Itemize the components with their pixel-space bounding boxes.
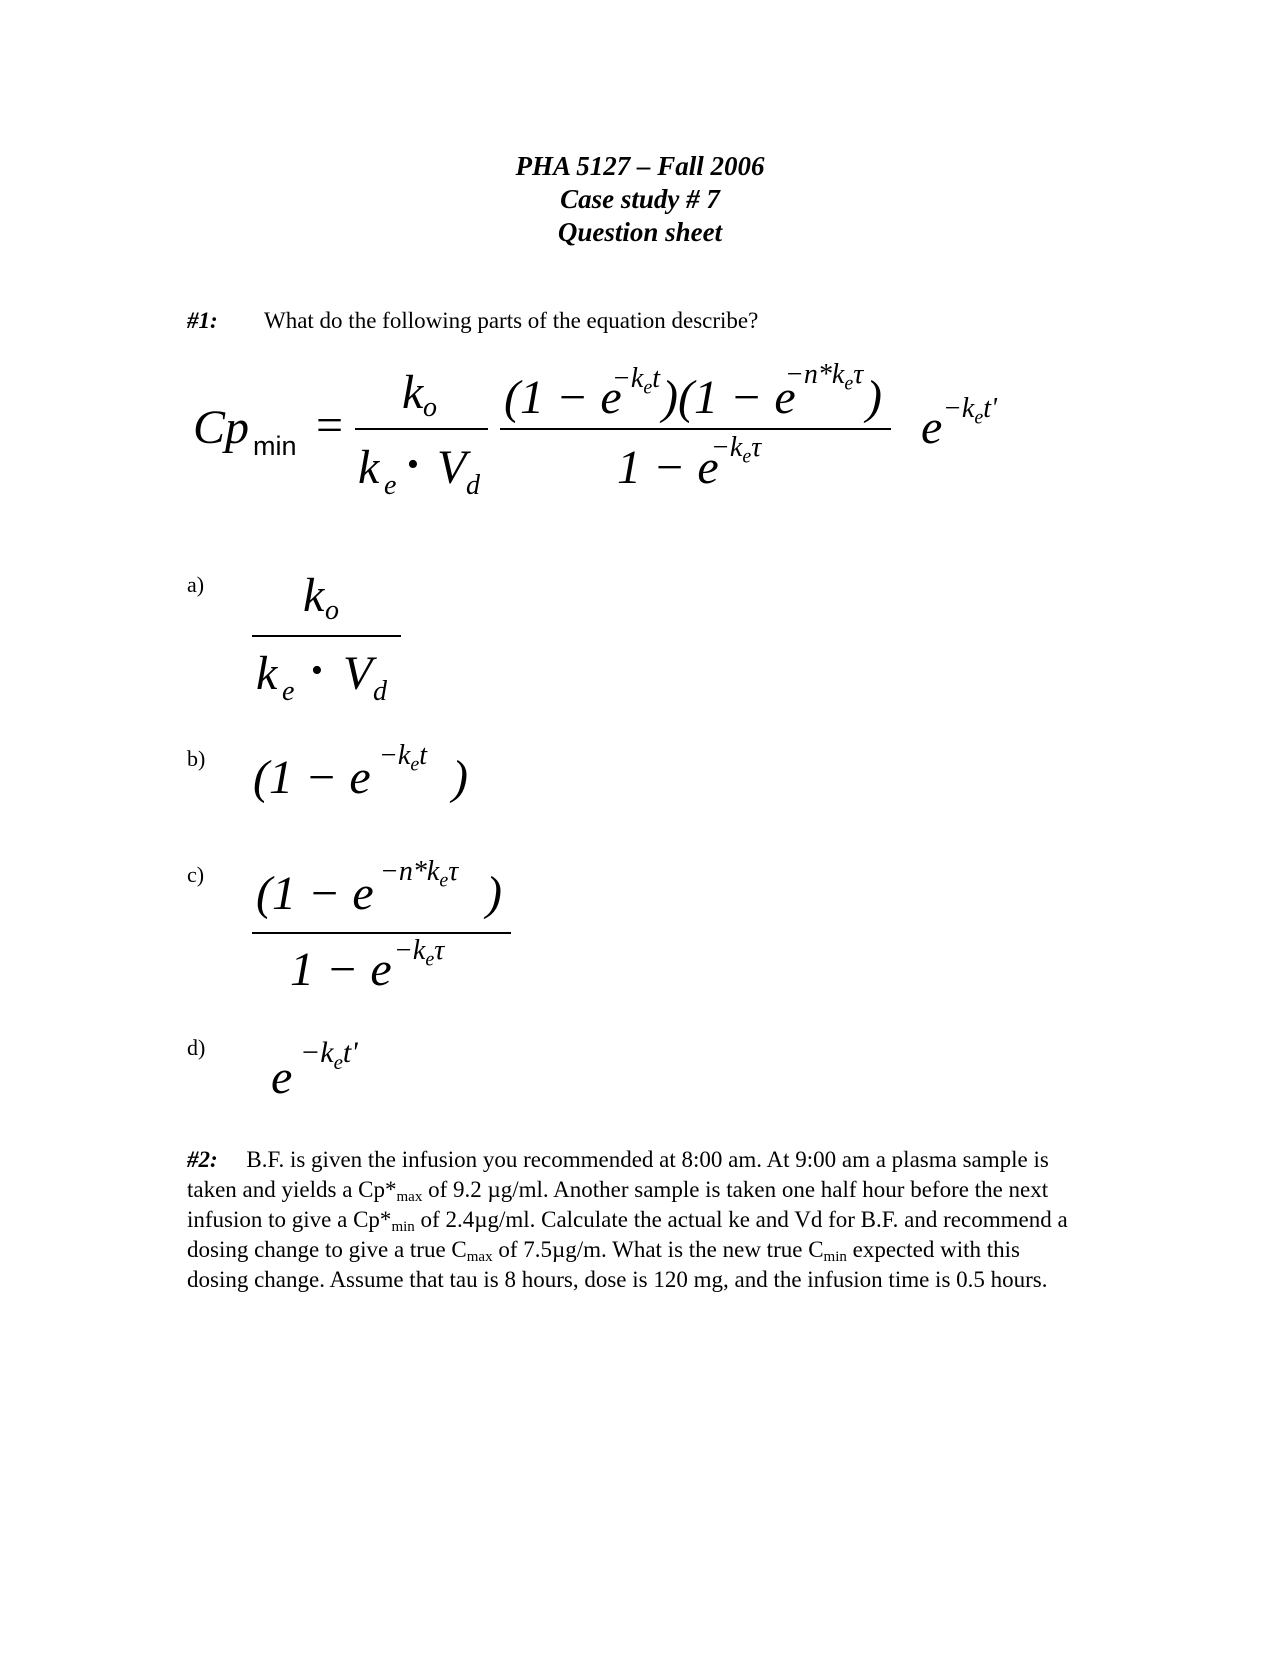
sheet-title: Question sheet xyxy=(557,217,723,247)
fraction-bar-1 xyxy=(355,428,488,430)
part-d-exponent: $-k_et'$ xyxy=(300,1036,358,1074)
course-title: PHA 5127 – Fall 2006 xyxy=(515,151,765,181)
q2-sub-cmax: max xyxy=(466,1249,493,1265)
frac2-num-part1: (1 − e xyxy=(504,371,622,424)
k-o-subscript: o xyxy=(325,595,339,626)
product-bullet: • xyxy=(311,652,323,689)
part-c-num-exponent: $-n*k_e\tau$ xyxy=(380,856,459,892)
q2-text-4: of 7.5µg/m. What is the new true C xyxy=(492,1237,824,1262)
part-b-close: ) xyxy=(452,751,468,804)
part-c-num-base: (1 − e xyxy=(256,867,374,920)
exp-decay-exponent-2: $-n*k_e\tau$ xyxy=(785,359,864,395)
part-d-base: e xyxy=(271,1051,293,1104)
q2-text-1: B.F. is given the infusion you recommended at 8:00 am. At 9:00 am a plasma sample is taken and yields a Cp* xyxy=(187,1147,1049,1202)
equals-sign: = xyxy=(316,399,344,452)
k-o-subscript: o xyxy=(423,392,437,423)
part-c-den-base: 1 − e xyxy=(290,943,392,996)
fraction-bar-a xyxy=(252,635,401,637)
part-b-label: b) xyxy=(187,746,206,771)
part-a-label: a) xyxy=(187,572,205,597)
k-o-symbol: k xyxy=(303,569,325,622)
k-e-subscript: e xyxy=(384,470,397,501)
product-bullet: • xyxy=(407,446,419,483)
k-e-symbol: k xyxy=(358,441,380,494)
q2-sub-min: min xyxy=(391,1219,415,1235)
exp-decay-exponent-1: $-k_et$ xyxy=(612,363,660,399)
frac2-num-part2: )(1 − e xyxy=(662,371,796,424)
tail-exponent: $-k_et'$ xyxy=(943,393,997,429)
v-d-symbol: V xyxy=(343,647,373,700)
cp-subscript: min xyxy=(253,431,297,461)
q2-number: #2: xyxy=(187,1147,218,1172)
k-e-subscript: e xyxy=(282,676,295,707)
q2-sub-max: max xyxy=(396,1189,423,1205)
q1-number: #1: xyxy=(187,308,218,333)
q2-paragraph xyxy=(187,1145,1087,1295)
q2-sub-cmin: min xyxy=(823,1249,847,1265)
frac2-num-close: ) xyxy=(866,371,882,424)
v-d-symbol: V xyxy=(437,441,467,494)
q2-text-2: of 9.2 µg/ml. Another sample is taken one half hour before the next infusion to give a Cp* xyxy=(187,1177,1049,1232)
part-c-den-exponent: $-k_e\tau$ xyxy=(394,935,445,971)
part-d-label: d) xyxy=(187,1035,206,1060)
k-o-symbol: k xyxy=(402,366,424,419)
tail-exp-base: e xyxy=(921,401,943,454)
part-c-label: c) xyxy=(187,862,205,887)
k-e-symbol: k xyxy=(256,647,278,700)
frac2-den-exponent: $-k_e\tau$ xyxy=(711,432,762,468)
fraction-bar-c xyxy=(252,932,511,934)
case-study-title: Case study # 7 xyxy=(560,184,720,214)
fraction-bar-2 xyxy=(500,428,891,430)
cp-symbol: Cp xyxy=(193,401,250,454)
part-c-num-close: ) xyxy=(486,867,502,920)
v-d-subscript: d xyxy=(466,470,480,501)
part-b-base: (1 − e xyxy=(253,751,371,804)
v-d-subscript: d xyxy=(373,676,387,707)
q1-text: What do the following parts of the equation describe? xyxy=(264,308,759,333)
q2-text-3: of 2.4µg/ml. Calculate the actual ke and Vd for B.F. and recommend a dosing change to give a true C xyxy=(187,1207,1068,1262)
part-b-exponent: $-k_et$ xyxy=(379,740,427,776)
frac2-den-base: 1 − e xyxy=(617,441,719,494)
q2-text-5: expected with this dosing change. Assume that tau is 8 hours, dose is 120 mg, and the infusion time is 0.5 hours. xyxy=(187,1237,1048,1292)
page-header xyxy=(0,150,1280,249)
